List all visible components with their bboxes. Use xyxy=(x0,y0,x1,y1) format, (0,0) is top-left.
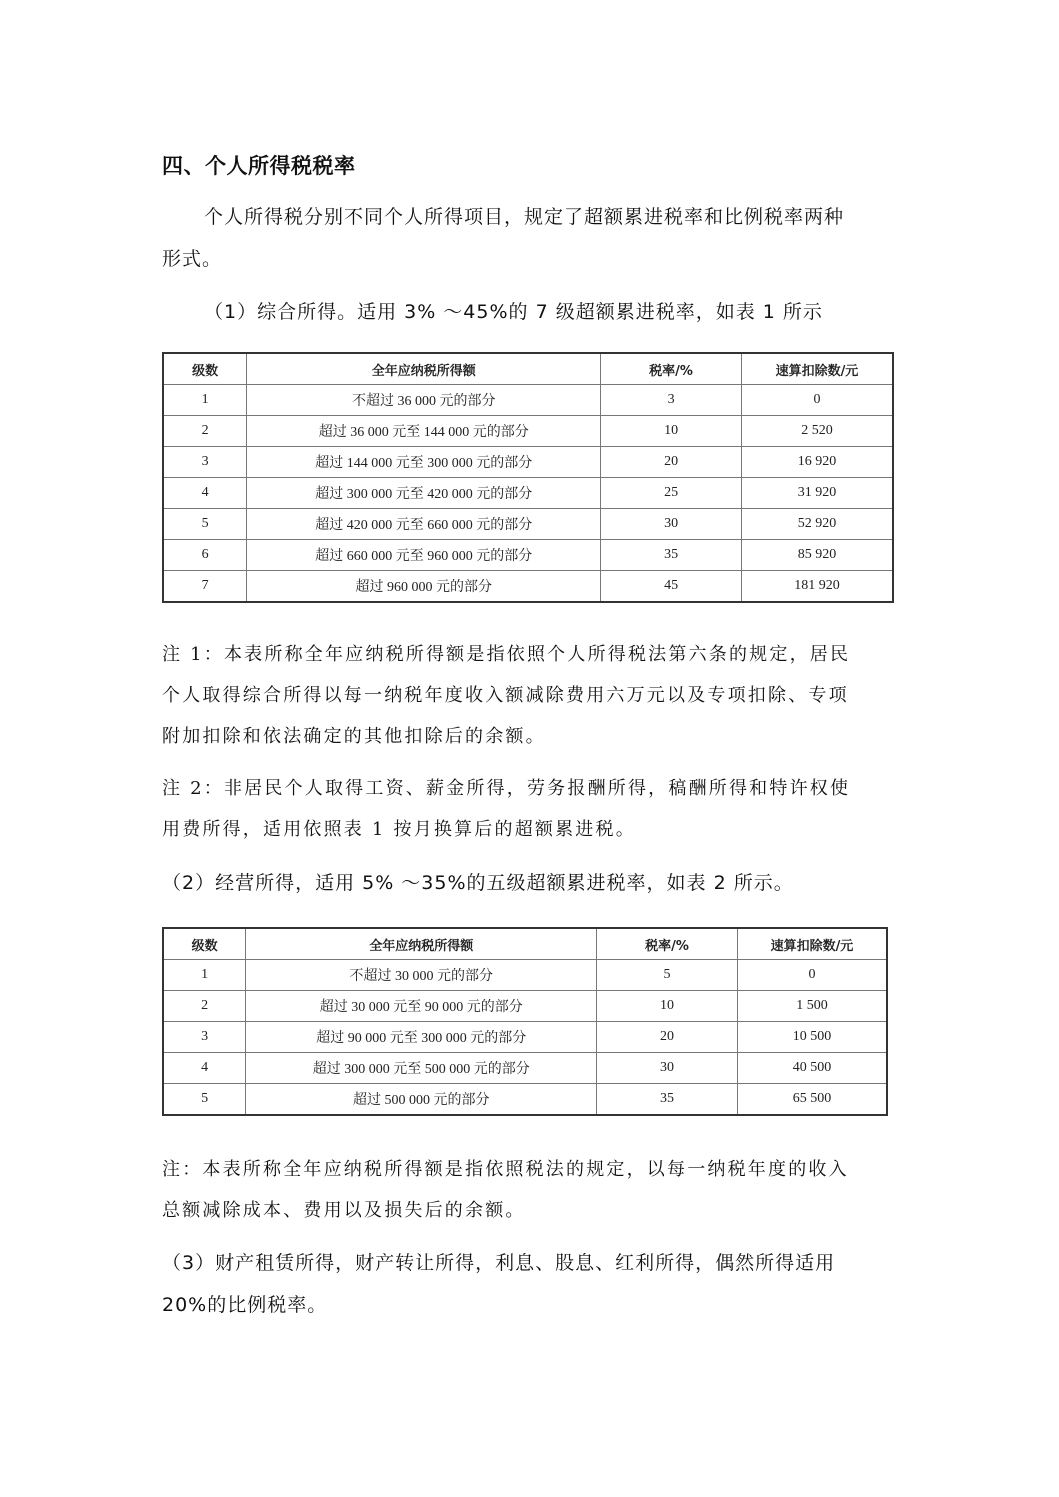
cell-income-range: 超过 500 000 元的部分 xyxy=(246,1084,597,1116)
note-1-line-1: 注 1：本表所称全年应纳税所得额是指依照个人所得税法第六条的规定，居民 xyxy=(162,644,851,665)
note-3-line-1: 注：本表所称全年应纳税所得额是指依照税法的规定，以每一纳税年度的收入 xyxy=(162,1159,849,1180)
table-row xyxy=(163,385,893,416)
table-row xyxy=(163,540,893,571)
note-2-line-1: 注 2：非居民个人取得工资、薪金所得，劳务报酬所得，稿酬所得和特许权使 xyxy=(162,778,851,799)
cell-level: 3 xyxy=(163,447,247,478)
table-row xyxy=(163,1022,887,1053)
table-row xyxy=(163,991,887,1022)
note-1-line-2: 个人取得综合所得以每一纳税年度收入额减除费用六万元以及专项扣除、专项 xyxy=(162,685,849,706)
table-row xyxy=(163,960,887,991)
cell-quick-deduction: 0 xyxy=(741,385,893,416)
cell-level: 5 xyxy=(163,1084,246,1116)
cell-tax-rate: 30 xyxy=(601,509,742,540)
section-title: 四、个人所得税税率 xyxy=(162,154,356,178)
cell-income-range: 超过 36 000 元至 144 000 元的部分 xyxy=(247,416,601,447)
cell-tax-rate: 35 xyxy=(601,540,742,571)
cell-income-range: 超过 660 000 元至 960 000 元的部分 xyxy=(247,540,601,571)
cell-income-range: 超过 300 000 元至 420 000 元的部分 xyxy=(247,478,601,509)
table-header-row xyxy=(163,928,887,960)
cell-level: 1 xyxy=(163,385,247,416)
cell-level: 7 xyxy=(163,571,247,603)
intro-paragraph-line-2: 形式。 xyxy=(162,248,223,270)
cell-quick-deduction: 181 920 xyxy=(741,571,893,603)
table-row xyxy=(163,447,893,478)
header-level: 级数 xyxy=(163,353,247,385)
cell-income-range: 不超过 36 000 元的部分 xyxy=(247,385,601,416)
cell-level: 4 xyxy=(163,478,247,509)
cell-income-range: 不超过 30 000 元的部分 xyxy=(246,960,597,991)
cell-level: 5 xyxy=(163,509,247,540)
item-1-text: （1）综合所得。适用 3% ～45%的 7 级超额累进税率，如表 1 所示 xyxy=(204,301,823,323)
cell-tax-rate: 30 xyxy=(597,1053,738,1084)
item-2-text: （2）经营所得，适用 5% ～35%的五级超额累进税率，如表 2 所示。 xyxy=(162,872,794,894)
cell-income-range: 超过 960 000 元的部分 xyxy=(247,571,601,603)
note-3-line-2: 总额减除成本、费用以及损失后的余额。 xyxy=(162,1200,526,1221)
intro-paragraph-line-1: 个人所得税分别不同个人所得项目，规定了超额累进税率和比例税率两种 xyxy=(204,206,845,228)
header-taxable-income: 全年应纳税所得额 xyxy=(247,353,601,385)
cell-tax-rate: 20 xyxy=(601,447,742,478)
table-row xyxy=(163,1084,887,1116)
cell-income-range: 超过 30 000 元至 90 000 元的部分 xyxy=(246,991,597,1022)
table-row xyxy=(163,416,893,447)
tax-table-2 xyxy=(162,927,888,1116)
cell-quick-deduction: 65 500 xyxy=(737,1084,887,1116)
item-3-line-2: 20%的比例税率。 xyxy=(162,1294,328,1316)
cell-income-range: 超过 300 000 元至 500 000 元的部分 xyxy=(246,1053,597,1084)
tax-table-1 xyxy=(162,352,894,603)
header-quick-deduction: 速算扣除数/元 xyxy=(741,353,893,385)
cell-tax-rate: 35 xyxy=(597,1084,738,1116)
cell-tax-rate: 3 xyxy=(601,385,742,416)
cell-quick-deduction: 16 920 xyxy=(741,447,893,478)
table-row xyxy=(163,478,893,509)
note-1-line-3: 附加扣除和依法确定的其他扣除后的余额。 xyxy=(162,726,546,747)
table-row xyxy=(163,571,893,603)
header-quick-deduction: 速算扣除数/元 xyxy=(737,928,887,960)
cell-income-range: 超过 144 000 元至 300 000 元的部分 xyxy=(247,447,601,478)
header-taxable-income: 全年应纳税所得额 xyxy=(246,928,597,960)
cell-quick-deduction: 52 920 xyxy=(741,509,893,540)
cell-level: 4 xyxy=(163,1053,246,1084)
cell-tax-rate: 25 xyxy=(601,478,742,509)
cell-tax-rate: 5 xyxy=(597,960,738,991)
cell-level: 2 xyxy=(163,991,246,1022)
cell-quick-deduction: 40 500 xyxy=(737,1053,887,1084)
header-tax-rate: 税率/% xyxy=(601,353,742,385)
cell-quick-deduction: 85 920 xyxy=(741,540,893,571)
cell-quick-deduction: 31 920 xyxy=(741,478,893,509)
cell-level: 3 xyxy=(163,1022,246,1053)
header-tax-rate: 税率/% xyxy=(597,928,738,960)
header-level: 级数 xyxy=(163,928,246,960)
table-row xyxy=(163,509,893,540)
cell-level: 2 xyxy=(163,416,247,447)
cell-tax-rate: 10 xyxy=(601,416,742,447)
cell-income-range: 超过 420 000 元至 660 000 元的部分 xyxy=(247,509,601,540)
table-row xyxy=(163,1053,887,1084)
cell-quick-deduction: 10 500 xyxy=(737,1022,887,1053)
table-header-row xyxy=(163,353,893,385)
item-3-line-1: （3）财产租赁所得，财产转让所得，利息、股息、红利所得，偶然所得适用 xyxy=(162,1252,836,1274)
cell-level: 6 xyxy=(163,540,247,571)
cell-quick-deduction: 2 520 xyxy=(741,416,893,447)
cell-level: 1 xyxy=(163,960,246,991)
cell-tax-rate: 45 xyxy=(601,571,742,603)
cell-tax-rate: 10 xyxy=(597,991,738,1022)
cell-tax-rate: 20 xyxy=(597,1022,738,1053)
note-2-line-2: 用费所得，适用依照表 1 按月换算后的超额累进税。 xyxy=(162,819,636,840)
cell-income-range: 超过 90 000 元至 300 000 元的部分 xyxy=(246,1022,597,1053)
cell-quick-deduction: 1 500 xyxy=(737,991,887,1022)
cell-quick-deduction: 0 xyxy=(737,960,887,991)
